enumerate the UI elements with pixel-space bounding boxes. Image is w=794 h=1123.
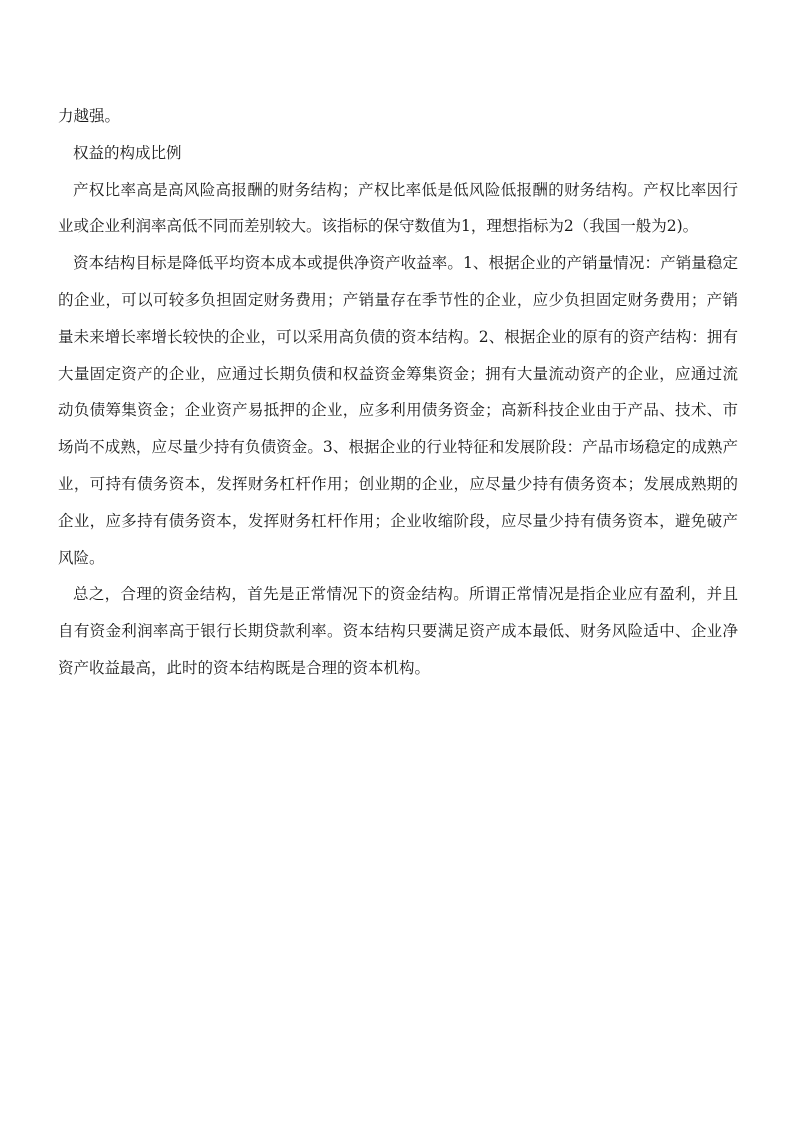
paragraph-capital-structure-goal: 资本结构目标是降低平均资本成本或提供净资产收益率。1、根据企业的产销量情况：产销量稳定的企业，可以可较多负担固定财务费用；产销量存在季节性的企业，应少负担固定财务费用；产销量未来增长率增长较快的企业，可以采用高负债的资本结构。2、根据企业的原有的资产结构：拥有大量固定资产的企业，应通过长期负债和权益资金筹集资金；拥有大量流动资产的企业，应通过流动负债筹集资金；企业资产易抵押的企业，应多利用债务资金；高新科技企业由于产品、技术、市场尚不成熟，应尽量少持有负债资金。3、根据企业的行业特征和发展阶段：产品市场稳定的成熟产业，可持有债务资本，发挥财务杠杆作用；创业期的企业，应尽量少持有债务资本；发展成熟期的企业，应多持有债务资本，发挥财务杠杆作用；企业收缩阶段，应尽量少持有债务资本，避免破产风险。 — [58, 254, 738, 567]
paragraph-continuation: 力越强。 — [58, 107, 121, 125]
document-body — [58, 98, 738, 687]
paragraph-conclusion: 总之，合理的资金结构，首先是正常情况下的资金结构。所谓正常情况是指企业应有盈利，并且自有资金利润率高于银行长期贷款利率。资本结构只要满足资产成本最低、财务风险适中、企业净资产收益最高，此时的资本结构既是合理的资本机构。 — [58, 585, 738, 677]
section-heading-equity-ratio: 权益的构成比例 — [73, 143, 182, 162]
paragraph-equity-ratio: 产权比率高是高风险高报酬的财务结构；产权比率低是低风险低报酬的财务结构。产权比率因行业或企业利润率高低不同而差别较大。该指标的保守数值为1，理想指标为2（我国一般为2)。 — [58, 180, 738, 236]
